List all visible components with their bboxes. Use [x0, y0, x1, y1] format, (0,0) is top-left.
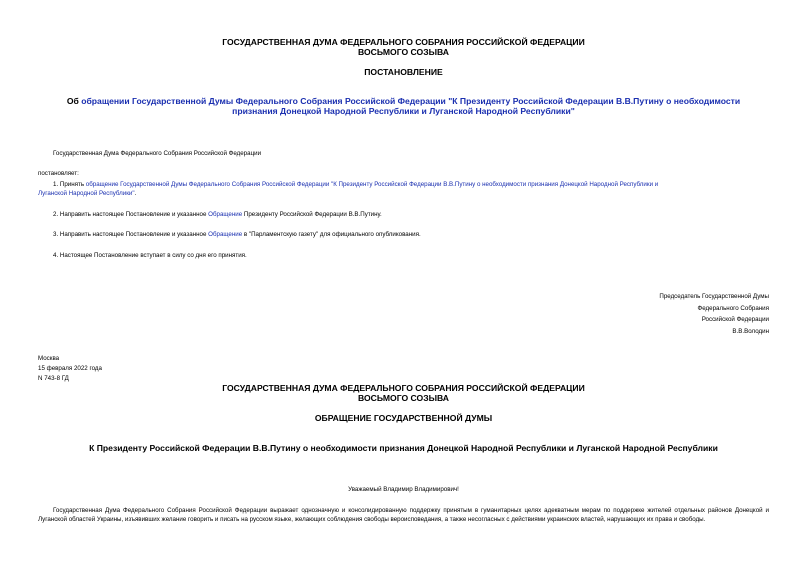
decree-item-4: 4. Настоящее Постановление вступает в силу со дня его принятия.: [53, 252, 247, 259]
decree-item-2: [53, 210, 382, 219]
decree-title-link-cont[interactable]: признания Донецкой Народной Республики и Луганской Народной Республики": [232, 106, 575, 116]
item-1-link-cont[interactable]: Луганской Народной Республики": [38, 190, 135, 197]
decree-header-line2: ВОСЬМОГО СОЗЫВА: [358, 47, 449, 57]
item-3-prefix: 3. Направить настоящее Постановление и указанное: [53, 231, 209, 238]
signature-line2: Федерального Собрания: [697, 304, 769, 312]
item-2-link[interactable]: Обращение: [208, 211, 243, 218]
decree-item-3: [53, 230, 421, 239]
signature-block: [659, 291, 769, 337]
decree-item-1-line2: [38, 189, 136, 198]
decree-title-link[interactable]: обращении Государственной Думы Федерального Собрания Российской Федерации "К Президенту Российской Федерации В.В.Путину о необходимости: [81, 96, 741, 106]
appeal-salutation: Уважаемый Владимир Владимирович!: [348, 486, 459, 493]
decree-resolves: постановляет:: [38, 170, 79, 177]
decree-title-prefix: Об: [66, 96, 82, 106]
item-3-suffix: в "Парламентскую газету" для официального опубликования.: [242, 231, 421, 238]
decree-doc-type: ПОСТАНОВЛЕНИЕ: [364, 67, 443, 77]
item-1-suffix: .: [134, 190, 137, 197]
decree-title-line2: [0, 106, 807, 117]
decree-issuer: Государственная Дума Федерального Собрания Российской Федерации: [53, 150, 262, 157]
item-1-prefix: 1. Принять: [53, 181, 86, 188]
signature-line1: Председатель Государственной Думы: [659, 293, 769, 300]
appeal-paragraph: Государственная Дума Федерального Собрания Российской Федерации выражает однозначную и консолидированную поддержку принятым в гуманитарных целях адекватным мерам по поддержке жителей отдельных районов Донецкой и Луганской областей Украины, изъявивших желание говорить и писать на русском языке, желающих соблюдения свободы вероисповедания, а также несогласных с действиями украинских властей, нарушающих их права и свободы.: [38, 507, 769, 523]
decree-header-line1: ГОСУДАРСТВЕННАЯ ДУМА ФЕДЕРАЛЬНОГО СОБРАНИЯ РОССИЙСКОЙ ФЕДЕРАЦИИ: [222, 37, 585, 47]
appeal-title: К Президенту Российской Федерации В.В.Путину о необходимости признания Донецкой Народной Республики и Луганской Народной Республики: [89, 443, 718, 453]
item-3-link[interactable]: Обращение: [208, 231, 243, 238]
decree-place: Москва: [38, 355, 60, 362]
decree-number: N 743-8 ГД: [38, 375, 69, 382]
decree-date: 15 февраля 2022 года: [38, 365, 102, 372]
signature-line4: В.В.Володин: [732, 327, 769, 335]
appeal-doc-type: ОБРАЩЕНИЕ ГОСУДАРСТВЕННОЙ ДУМЫ: [314, 413, 493, 423]
decree-item-1-line1: [53, 180, 773, 189]
decree-meta: [38, 354, 102, 384]
item-1-link[interactable]: обращение Государственной Думы Федерального Собрания Российской Федерации "К Президенту Российской Федерации В.В.Путину о необходимости признания Донецкой Народной Республики и: [85, 181, 659, 188]
item-2-prefix: 2. Направить настоящее Постановление и указанное: [53, 211, 209, 218]
appeal-header-line1: ГОСУДАРСТВЕННАЯ ДУМА ФЕДЕРАЛЬНОГО СОБРАНИЯ РОССИЙСКОЙ ФЕДЕРАЦИИ: [222, 383, 585, 393]
appeal-header-line2: ВОСЬМОГО СОЗЫВА: [358, 393, 449, 403]
signature-line3: Российской Федерации: [701, 316, 769, 323]
item-2-suffix: Президенту Российской Федерации В.В.Путину.: [242, 211, 382, 218]
